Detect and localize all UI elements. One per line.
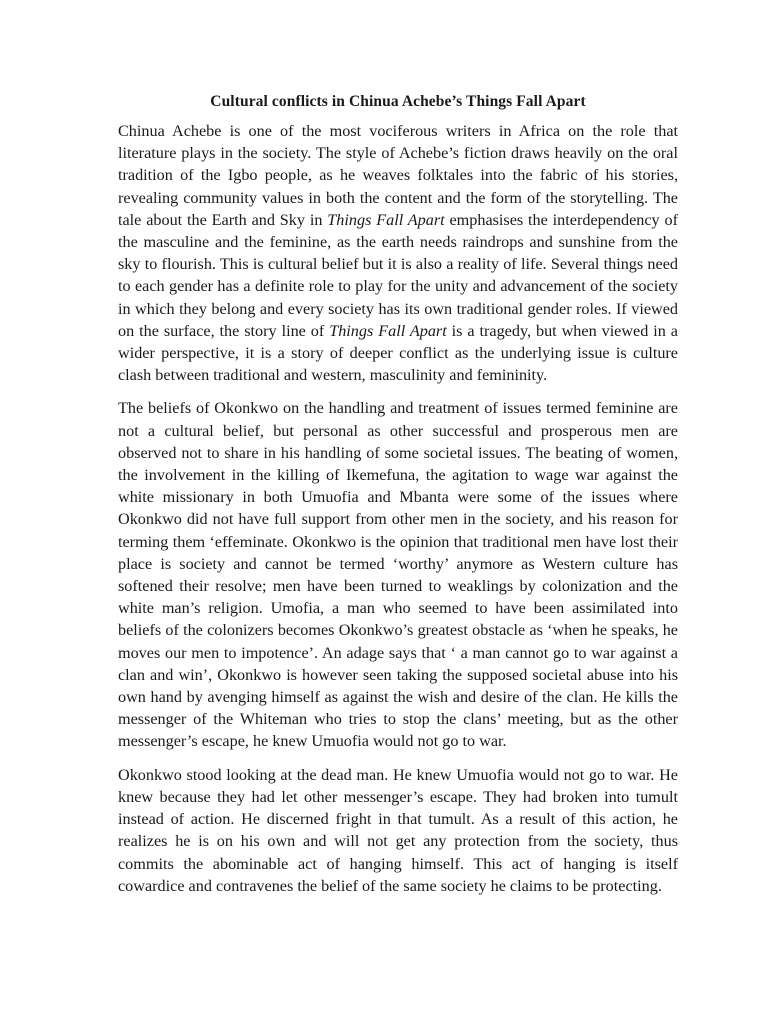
paragraph-text: emphasises the interdependency of the masculine and the feminine, as the earth needs raindrops and sunshine from the sky to flourish. This is cultural belief but it is also a reality of life. Several things need to each gender has a definite role to play for the unity and advancement of the society in which they belong and every society has its own traditional gender roles. If viewed on the surface, the story line of [118,210,678,340]
document-page [118,92,678,908]
paragraph-text: Okonkwo stood looking at the dead man. He knew Umuofia would not go to war. He knew because they had let other messenger’s escape. They had broken into tumult instead of action. He discerned fright in that tumult. As a result of this action, he realizes he is on his own and will not get any protection from the society, thus commits the abominable act of hanging himself. This act of hanging is itself cowardice and contravenes the belief of the same society he claims to be protecting. [118,765,678,895]
paragraph-1 [118,120,678,386]
paragraph-3 [118,764,678,897]
paragraph-text: Chinua Achebe is one of the most vociferous writers in Africa on the role that literature plays in the society. The style of Achebe’s fiction draws heavily on the oral tradition of the Igbo people, as he weaves folktales into the fabric of his stories, revealing community values in both the content and the form of the storytelling. The tale about the Earth and Sky in [118,122,678,229]
book-title-italic: Things Fall Apart [327,210,445,229]
document-title: Cultural conflicts in Chinua Achebe’s Things Fall Apart [210,93,586,110]
paragraph-2 [118,397,678,752]
book-title-italic: Things Fall Apart [329,321,447,340]
paragraph-text: The beliefs of Okonkwo on the handling and treatment of issues termed feminine are not a cultural belief, but personal as other successful and prosperous men are observed not to share in his handling of some societal issues. The beating of women, the involvement in the killing of Ikemefuna, the agitation to wage war against the white missionary in both Umuofia and Mbanta were some of the issues where Okonkwo did not have full support from other men in the society, and his reason for terming them ‘effeminate. Okonkwo is the opinion that traditional men have lost their place is society and cannot be termed ‘worthy’ anymore as Western culture has softened their resolve; men have been turned to weaklings by colonization and the white man’s religion. Umofia, a man who seemed to have been assimilated into beliefs of the colonizers becomes Okonkwo’s greatest obstacle as ‘when he speaks, he moves our men to impotence’. An adage says that ‘ a man cannot go to war against a clan and win’, Okonkwo is however seen taking the supposed societal abuse into his own hand by avenging himself as against the wish and desire of the clan. He kills the messenger of the Whiteman who tries to stop the clans’ meeting, but as the other messenger’s escape, he knew Umuofia would not go to war. [118,399,678,751]
paragraph-text: is a tragedy, but when viewed in a wider perspective, it is a story of deeper conflict as the underlying issue is culture clash between traditional and western, masculinity and femininity. [118,321,678,385]
